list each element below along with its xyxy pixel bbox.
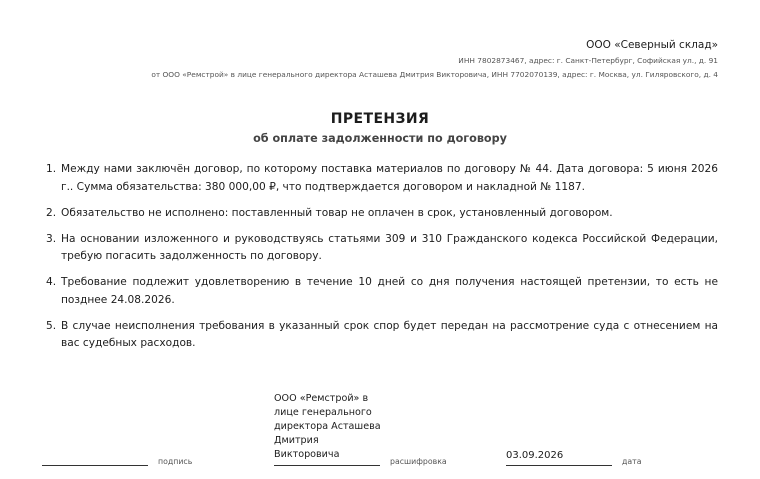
- document-title: ПРЕТЕНЗИЯ: [330, 111, 430, 127]
- recipient-details: ИНН 7802873467, адрес: г. Санкт-Петербург, Софийская ул., д. 91: [458, 56, 718, 65]
- clause-text: Между нами заключён договор, по которому поставка материалов по договору № 44. Дата договора: 5 июня 2026 г.. Сумма обязательства: 380 000,00 ₽, что подтверждается договором и накладной № 1187.: [61, 163, 718, 193]
- signer-name: ООО «Ремстрой» в лице генерального директора Асташева Дмитрия Викторовича: [274, 393, 381, 460]
- signature-line: [42, 465, 148, 466]
- date-caption: дата: [622, 457, 642, 466]
- decoding-line: [274, 465, 380, 466]
- document-subtitle: об оплате задолженности по договору: [253, 132, 507, 145]
- decoding-caption: расшифровка: [390, 457, 447, 466]
- clause-number: 3.: [46, 232, 57, 245]
- clause-number: 2.: [46, 206, 57, 219]
- date-line: [506, 465, 612, 466]
- clause-text: В случае неисполнения требования в указанный срок спор будет передан на рассмотрение суда с отнесением на вас судебных расходов.: [61, 319, 718, 349]
- clause-text: Обязательство не исполнено: поставленный товар не оплачен в срок, установленный договором.: [61, 206, 613, 219]
- signature-caption: подпись: [158, 457, 193, 466]
- signing-date: 03.09.2026: [506, 450, 564, 461]
- sender-details: от ООО «Ремстрой» в лице генерального директора Асташева Дмитрия Викторовича, ИНН 7702070139, адрес: г. Москва, ул. Гиляровского, д. 4: [151, 70, 718, 79]
- clause-number: 1.: [46, 163, 57, 175]
- recipient-name: ООО «Северный склад»: [586, 39, 718, 51]
- clause-number: 4.: [46, 276, 57, 288]
- clause-text: Требование подлежит удовлетворению в течение 10 дней со дня получения настоящей претензии, то есть не позднее 24.08.2026.: [61, 276, 718, 306]
- clause-number: 5.: [46, 319, 57, 332]
- clause-text: На основании изложенного и руководствуясь статьями 309 и 310 Гражданского кодекса Российской Федерации, требую погасить задолженность по договору.: [61, 232, 718, 262]
